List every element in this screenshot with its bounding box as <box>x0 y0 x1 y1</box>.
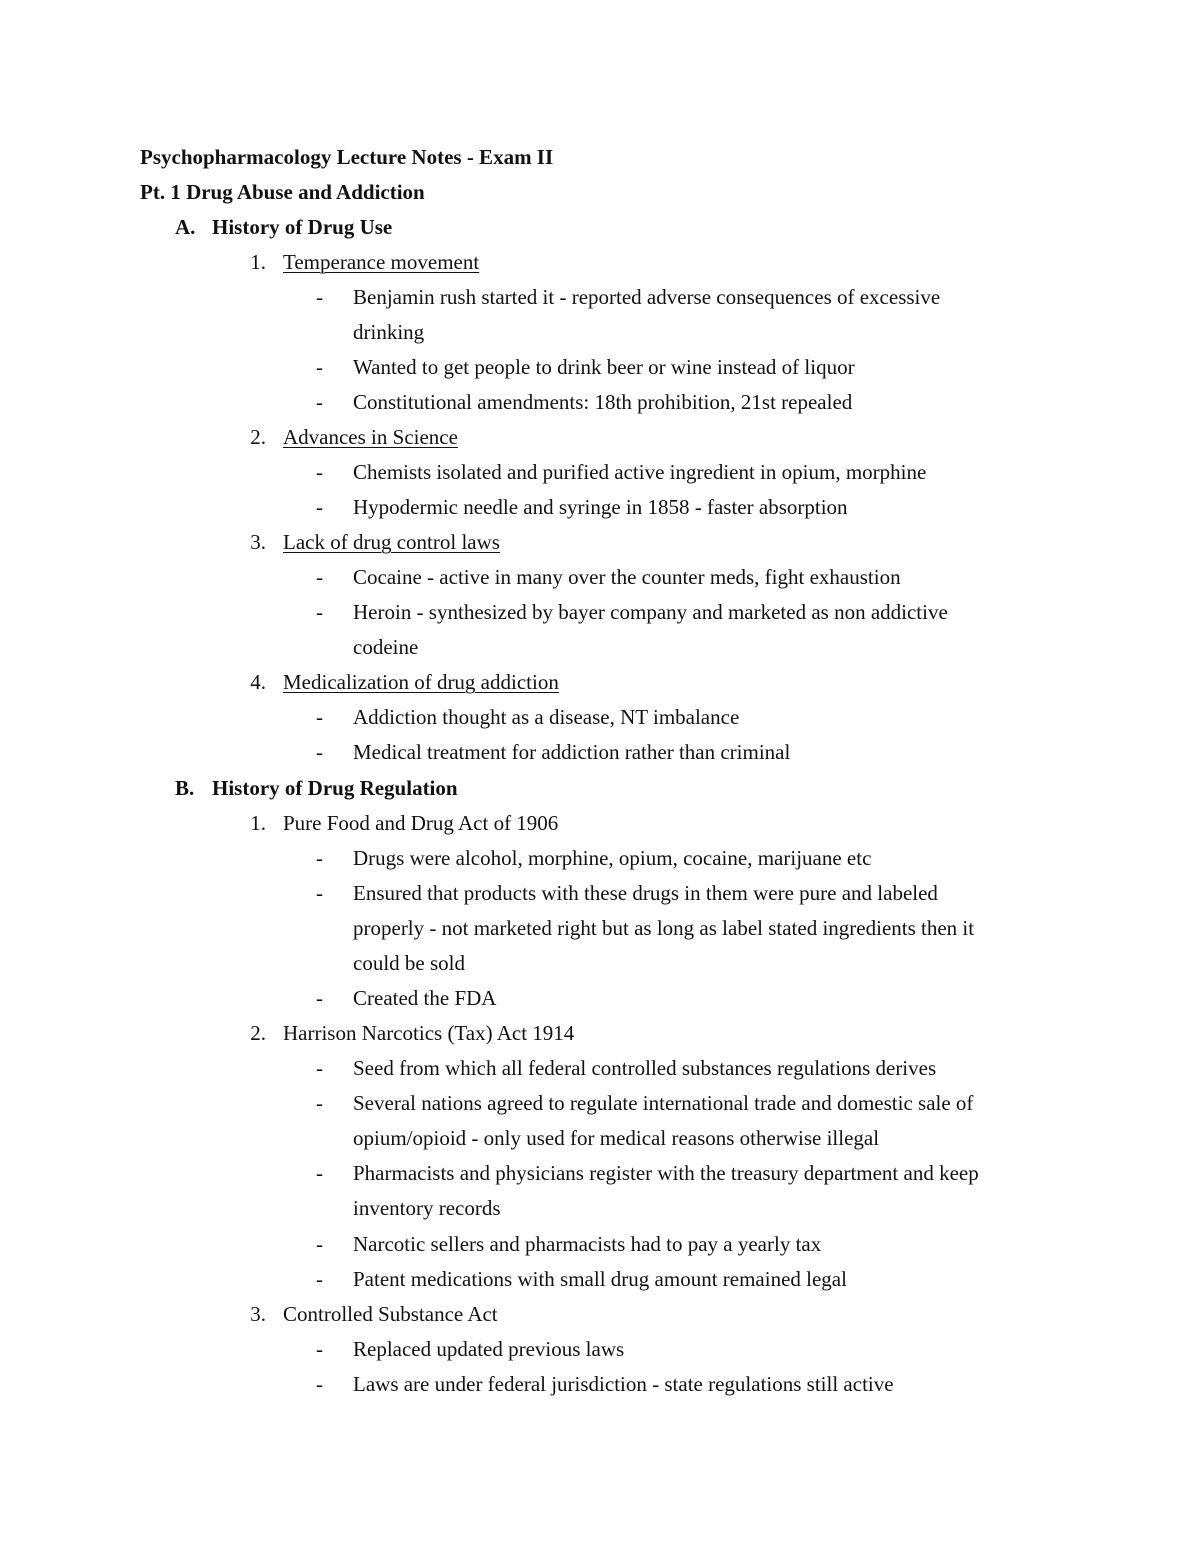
bullet-dash: - <box>316 390 323 414</box>
bullet-text: Benjamin rush started it - reported adverse consequences of excessive <box>353 285 941 309</box>
bullet-text: Ensured that products with these drugs in them were pure and labeled <box>353 881 938 905</box>
bullet-dash: - <box>316 1091 323 1115</box>
page-title: Psychopharmacology Lecture Notes - Exam II <box>140 145 554 169</box>
item-label: Lack of drug control laws <box>283 530 500 554</box>
section-b-marker: B. <box>175 776 195 800</box>
item-number: 2. <box>250 425 266 449</box>
bullet-text: Patent medications with small drug amount remained legal <box>353 1267 847 1291</box>
bullet-dash: - <box>316 600 323 624</box>
item-label: Advances in Science <box>283 425 458 449</box>
bullet-text: Hypodermic needle and syringe in 1858 - faster absorption <box>353 495 848 519</box>
bullet-text: Pharmacists and physicians register with the treasury department and keep <box>353 1161 979 1185</box>
section-a-heading: History of Drug Use <box>212 215 393 239</box>
bullet-dash: - <box>316 1337 323 1361</box>
bullet-text: Narcotic sellers and pharmacists had to pay a yearly tax <box>353 1232 822 1256</box>
bullet-text: could be sold <box>353 951 465 975</box>
item-number: 3. <box>250 530 266 554</box>
bullet-text: properly - not marketed right but as long as label stated ingredients then it <box>353 916 975 940</box>
item-label: Harrison Narcotics (Tax) Act 1914 <box>283 1021 575 1045</box>
item-label: Controlled Substance Act <box>283 1302 498 1326</box>
bullet-text: Addiction thought as a disease, NT imbalance <box>353 705 740 729</box>
bullet-dash: - <box>316 1232 323 1256</box>
bullet-text: inventory records <box>353 1196 501 1220</box>
item-number: 2. <box>250 1021 266 1045</box>
bullet-dash: - <box>316 1372 323 1396</box>
bullet-text: Cocaine - active in many over the counter meds, fight exhaustion <box>353 565 901 589</box>
bullet-text: Chemists isolated and purified active ingredient in opium, morphine <box>353 460 927 484</box>
item-label: Temperance movement <box>283 250 480 274</box>
bullet-dash: - <box>316 881 323 905</box>
part-heading: Pt. 1 Drug Abuse and Addiction <box>140 180 425 204</box>
bullet-dash: - <box>316 705 323 729</box>
bullet-dash: - <box>316 986 323 1010</box>
bullet-text: opium/opioid - only used for medical reasons otherwise illegal <box>353 1126 880 1150</box>
bullet-text: Wanted to get people to drink beer or wine instead of liquor <box>353 355 855 379</box>
bullet-text: Medical treatment for addiction rather than criminal <box>353 740 791 764</box>
bullet-text: Laws are under federal jurisdiction - state regulations still active <box>353 1372 894 1396</box>
bullet-text: drinking <box>353 320 425 344</box>
bullet-dash: - <box>316 1056 323 1080</box>
bullet-dash: - <box>316 285 323 309</box>
bullet-text: Created the FDA <box>353 986 497 1010</box>
bullet-dash: - <box>316 740 323 764</box>
bullet-dash: - <box>316 846 323 870</box>
item-number: 3. <box>250 1302 266 1326</box>
section-a-marker: A. <box>175 215 196 239</box>
bullet-text: codeine <box>353 635 419 659</box>
item-label: Pure Food and Drug Act of 1906 <box>283 811 559 835</box>
bullet-text: Heroin - synthesized by bayer company and marketed as non addictive <box>353 600 948 624</box>
bullet-dash: - <box>316 355 323 379</box>
item-number: 1. <box>250 250 266 274</box>
section-b-heading: History of Drug Regulation <box>212 776 458 800</box>
bullet-text: Several nations agreed to regulate international trade and domestic sale of <box>353 1091 974 1115</box>
bullet-dash: - <box>316 565 323 589</box>
bullet-text: Seed from which all federal controlled substances regulations derives <box>353 1056 937 1080</box>
bullet-text: Drugs were alcohol, morphine, opium, cocaine, marijuane etc <box>353 846 872 870</box>
item-label: Medicalization of drug addiction <box>283 670 559 694</box>
bullet-text: Constitutional amendments: 18th prohibition, 21st repealed <box>353 390 853 414</box>
bullet-dash: - <box>316 460 323 484</box>
item-number: 4. <box>250 670 266 694</box>
bullet-text: Replaced updated previous laws <box>353 1337 625 1361</box>
bullet-dash: - <box>316 495 323 519</box>
bullet-dash: - <box>316 1161 323 1185</box>
item-number: 1. <box>250 811 266 835</box>
bullet-dash: - <box>316 1267 323 1291</box>
